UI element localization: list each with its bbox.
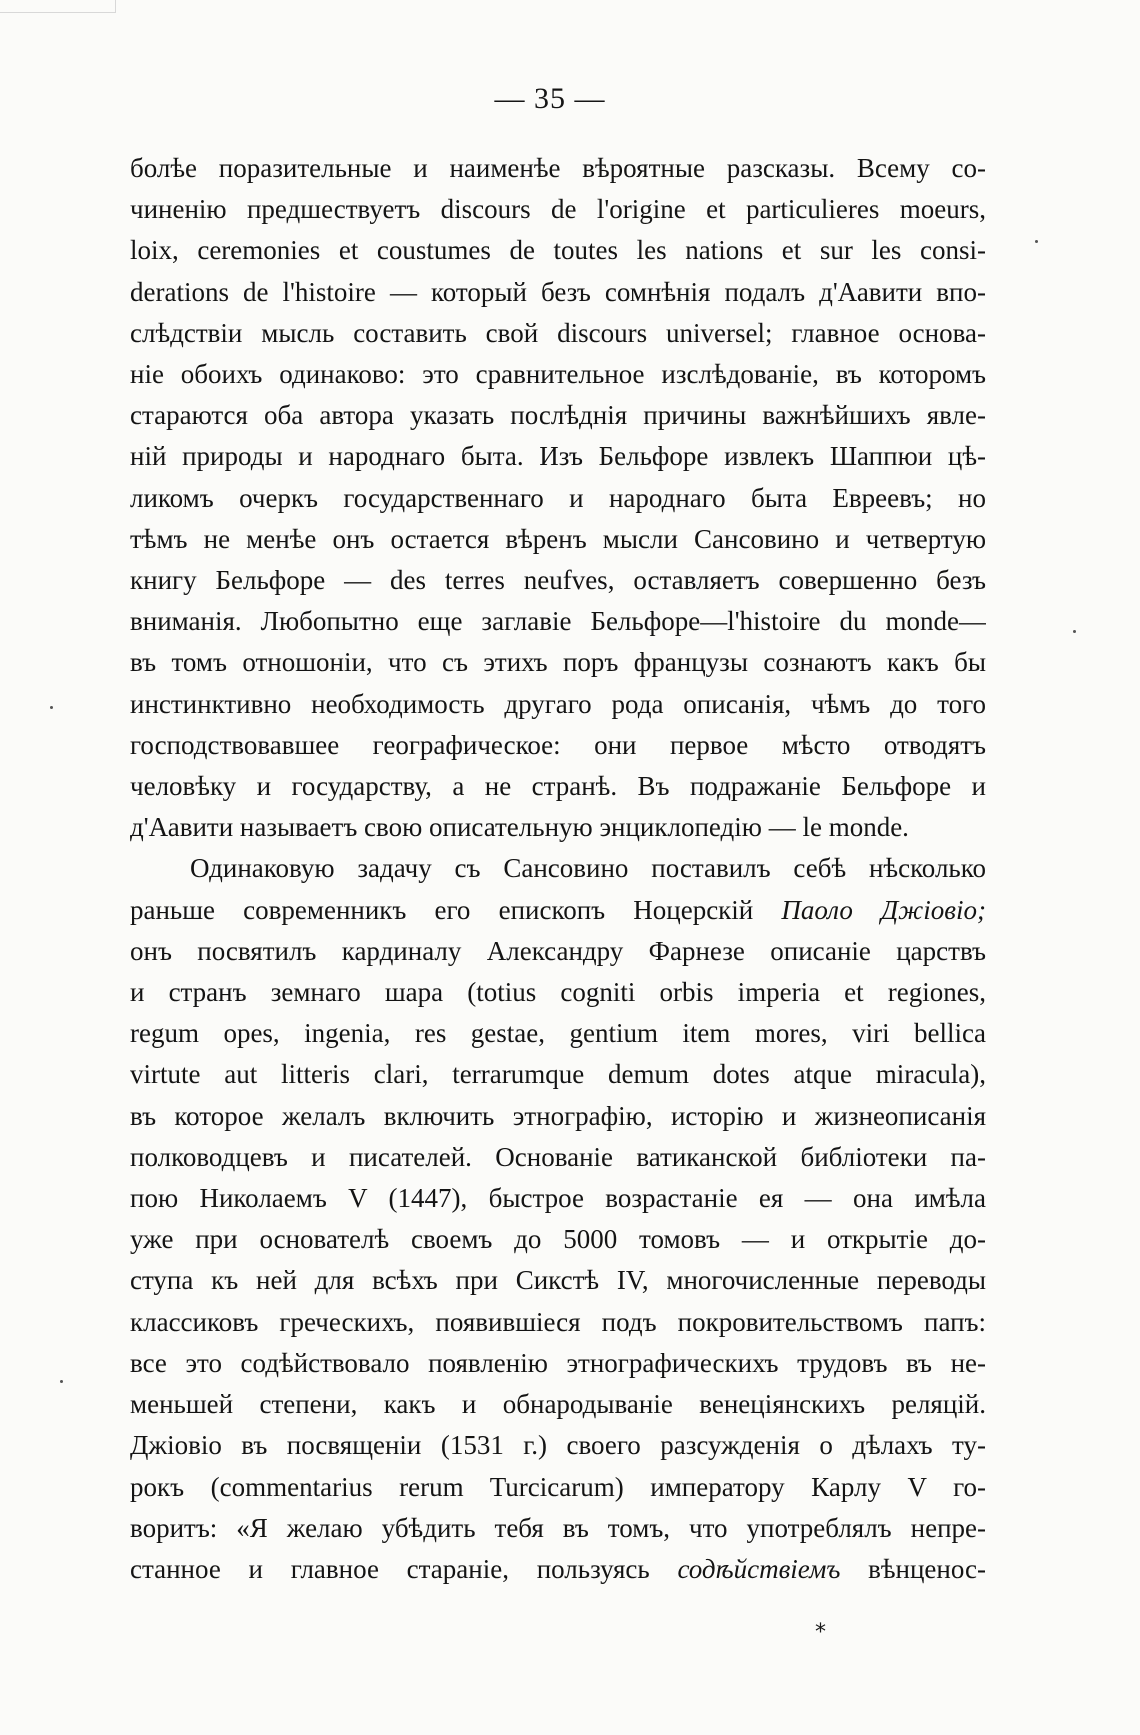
text-line: меньшей степени, какъ и обнародываніе венеціянскихъ реляцій. <box>130 1389 986 1420</box>
italic-word: содѣйствіемъ <box>677 1553 841 1584</box>
text-line: болѣе поразительные и наименѣе вѣроятные разсказы. Всему со- <box>130 153 986 183</box>
text-line: уже при основателѣ своемъ до 5000 томовъ — и открытіе до- <box>130 1224 986 1255</box>
text-line: вниманія. Любопытно еще заглавіе Бельфоре—l'histoire du monde— <box>130 606 986 637</box>
text-span: раньше современникъ его епископъ Ноцерскій <box>130 894 782 925</box>
text-span: вѣнценос- <box>840 1553 986 1584</box>
text-line: господствовавшее географическое: они первое мѣсто отводятъ <box>130 729 986 760</box>
text-line: derations de l'histoire — который безъ сомнѣнія подалъ д'Аавити впо- <box>130 276 986 307</box>
text-line <box>130 1549 986 1590</box>
text-line: д'Аавити называетъ свою описательную энциклопедію — le monde. <box>130 812 909 843</box>
text-line: стараются оба автора указать послѣднія причины важнѣйшихъ явле- <box>130 400 986 431</box>
text-line: въ томъ отношоніи, что съ этихъ поръ французы сознаютъ какъ бы <box>130 647 986 678</box>
text-line: ніе обоихъ одинаково: это сравнительное изслѣдованіе, въ которомъ <box>130 359 986 390</box>
text-line: regum opes, ingenia, res gestae, gentium item mores, viri bellica <box>130 1018 986 1049</box>
text-line: ступа къ ней для всѣхъ при Сикстѣ IV, многочисленные переводы <box>130 1265 986 1296</box>
text-line: тѣмъ не менѣе онъ остается вѣренъ мысли Сансовино и четвертую <box>130 523 986 554</box>
text-line: въ которое желалъ включить этнографію, исторію и жизнеописанія <box>130 1100 986 1131</box>
scan-edge-rule <box>0 0 116 13</box>
text-line: Одинаковую задачу съ Сансовино поставилъ себѣ нѣсколько <box>190 853 986 884</box>
text-line: слѣдствіи мысль составить свой discours universel; главное основа- <box>130 317 986 348</box>
text-line: человѣку и государству, а не странѣ. Въ подражаніе Бельфоре и <box>130 771 986 802</box>
scan-speck <box>1035 240 1038 243</box>
text-line: онъ посвятилъ кардиналу Александру Фарнезе описаніе царствъ <box>130 935 986 966</box>
scan-speck <box>1073 630 1076 633</box>
text-line: loix, ceremonies et coustumes de toutes les nations et sur les consi- <box>130 235 986 266</box>
text-line <box>130 890 986 931</box>
text-line: ній природы и народнаго быта. Изъ Бельфоре извлекъ Шаппюи цѣ- <box>130 441 986 472</box>
text-line: воритъ: «Я желаю убѣдить тебя въ томъ, что употреблялъ непре- <box>130 1512 986 1543</box>
text-span: станное и главное стараніе, пользуясь <box>130 1553 678 1584</box>
text-line: книгу Бельфоре — des terres neufves, оставляетъ совершенно безъ <box>130 565 986 596</box>
text-line: Джіовіо въ посвященіи (1531 г.) своего разсужденія о дѣлахъ ту- <box>130 1430 986 1461</box>
italic-name: Паоло Джіовіо; <box>781 894 986 925</box>
text-line: все это содѣйствовало появленію этнографическихъ трудовъ въ не- <box>130 1347 986 1378</box>
body-text <box>130 148 986 1590</box>
text-line: virtute aut litteris clari, terrarumque demum dotes atque miracula), <box>130 1059 986 1090</box>
text-line: чиненію предшествуетъ discours de l'origine et particulieres moeurs, <box>130 194 986 225</box>
page-number: — 35 — <box>494 82 606 115</box>
text-line: классиковъ греческихъ, появившіеся подъ покровительствомъ папъ: <box>130 1306 986 1337</box>
text-line: рокъ (commentarius rerum Turcicarum) императору Карлу V го- <box>130 1471 986 1502</box>
text-line: полководцевъ и писателей. Основаніе ватиканской библіотеки па- <box>130 1141 986 1172</box>
text-line: ликомъ очеркъ государственнаго и народнаго быта Евреевъ; но <box>130 482 986 513</box>
text-line: пою Николаемъ V (1447), быстрое возрастаніе ея — она имѣла <box>130 1183 986 1214</box>
signature-mark: * <box>815 1620 826 1645</box>
scan-speck <box>60 1380 63 1383</box>
scan-speck <box>50 706 53 709</box>
text-line: инстинктивно необходимость другаго рода описанія, чѣмъ до того <box>130 688 986 719</box>
text-line: и странъ земнаго шара (totius cogniti orbis imperia et regiones, <box>130 977 986 1008</box>
